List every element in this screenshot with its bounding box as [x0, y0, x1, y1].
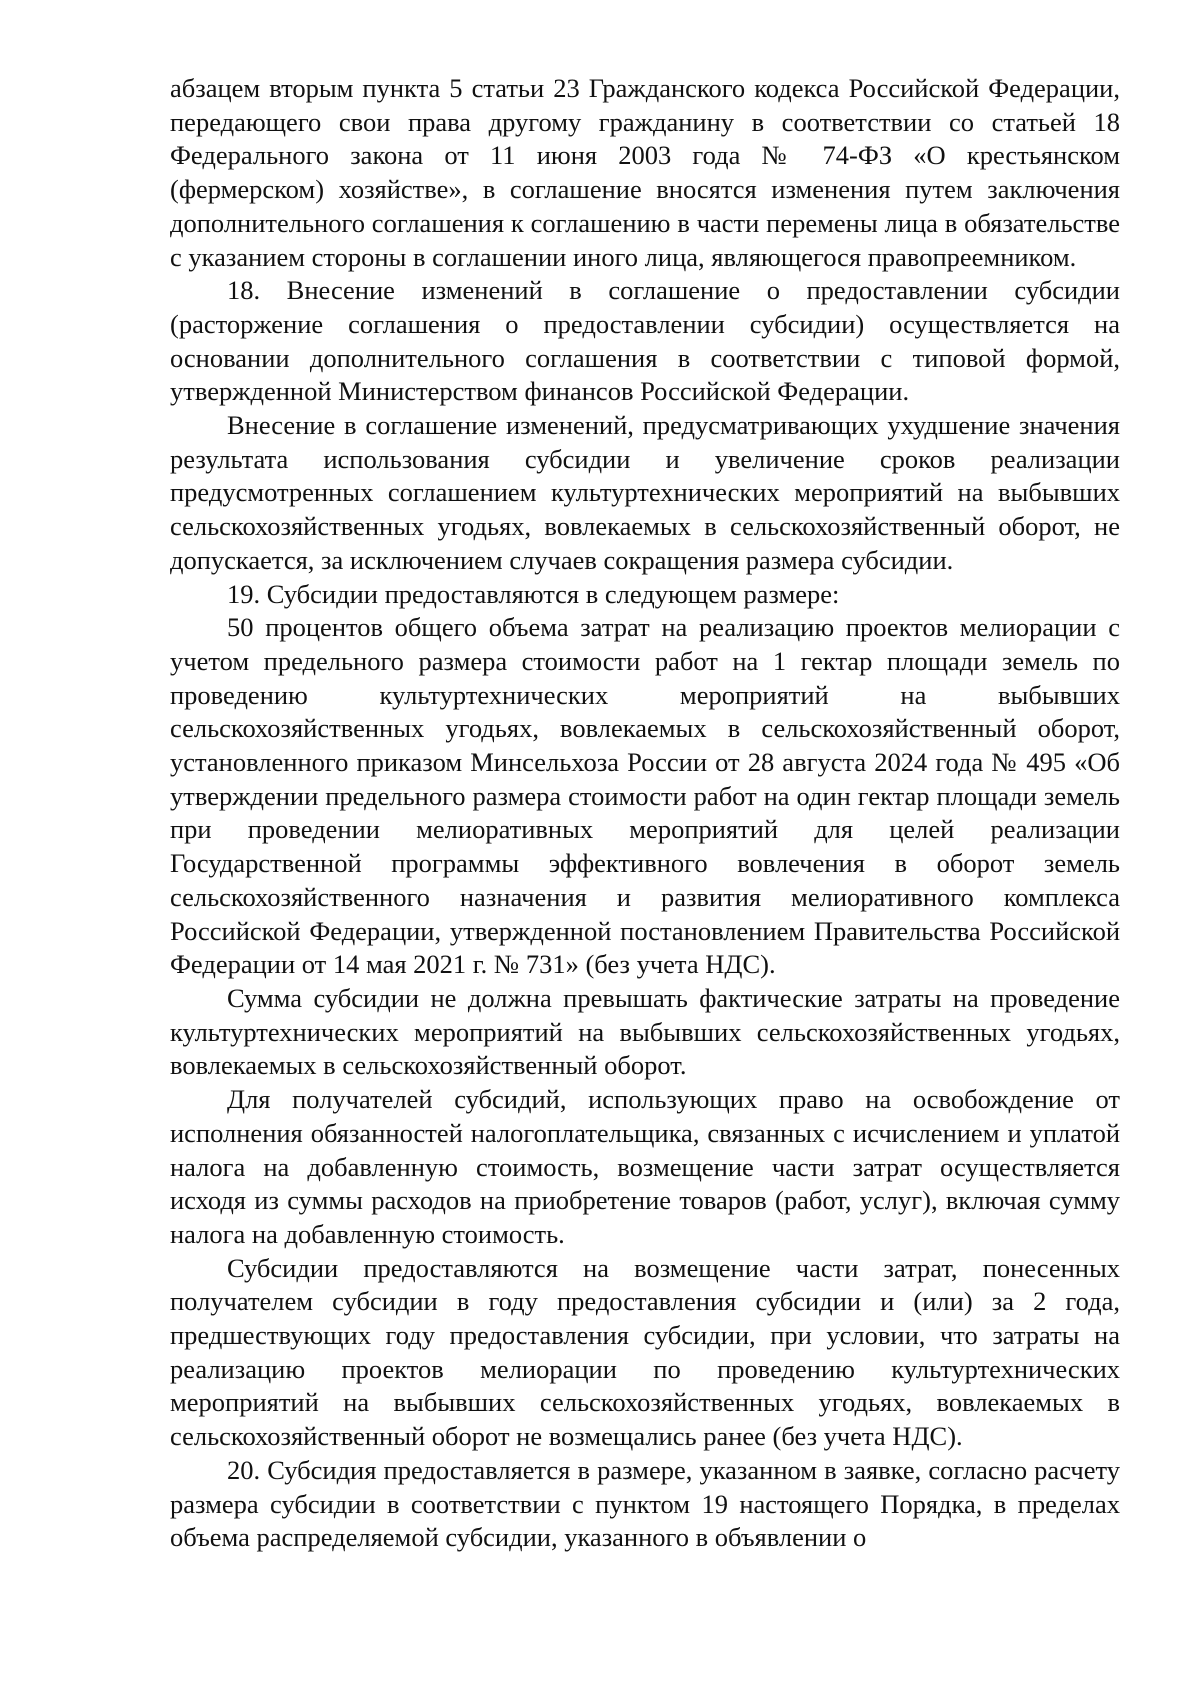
paragraph-reimbursement-period: Субсидии предоставляются на возмещение части затрат, понесенных получателем субсидии в году предоставления субсидии и (или) за 2 года, предшествующих году предоставления субсидии, при условии, что затраты на реализацию проектов мелиорации по проведению культуртехнических мероприятий на выбывших сельскохозяйственных угодьях, вовлекаемых в сельскохозяйственный оборот не возмещались ранее (без учета НДС). [170, 1252, 1120, 1452]
paragraph-subsidy-percentage: 50 процентов общего объема затрат на реализацию проектов мелиорации с учетом предельного размера стоимости работ на 1 гектар площади земель по проведению культуртехнических мероприятий на выбывших сельскохозяйственных угодьях, вовлекаемых в сельскохозяйственный оборот, установленного приказом Минсельхоза России от 28 августа 2024 года № 495 «Об утверждении предельного размера стоимости работ на один гектар площади земель при проведении мелиоративных мероприятий для целей реализации Государственной программы эффективного вовлечения в оборот земель сельскохозяйственного назначения и развития мелиоративного комплекса Российской Федерации, утвержденной постановлением Правительства Российской Федерации от 14 мая 2021 г. № 731» (без учета НДС). [170, 612, 1120, 980]
paragraph-item-20: 20. Субсидия предоставляется в размере, указанном в заявке, согласно расчету размера субсидии в соответствии с пунктом 19 настоящего Порядка, в пределах объема распределяемой субсидии, указанного в объявлении о [170, 1454, 1120, 1553]
paragraph-amendment-restrictions: Внесение в соглашение изменений, предусматривающих ухудшение значения результата использования субсидии и увеличение сроков реализации предусмотренных соглашением культуртехнических мероприятий на выбывших сельскохозяйственных угодьях, вовлекаемых в сельскохозяйственный оборот, не допускается, за исключением случаев сокращения размера субсидии. [170, 410, 1120, 575]
paragraph-continuation: абзацем вторым пункта 5 статьи 23 Гражданского кодекса Российской Федерации, передающего свои права другому гражданину в соответствии со статьей 18 Федерального закона от 11 июня 2003 года № 74-ФЗ «О крестьянском (фермерском) хозяйстве», в соглашение вносятся изменения путем заключения дополнительного соглашения к соглашению в части перемены лица в обязательстве с указанием стороны в соглашении иного лица, являющегося правопреемником. [170, 73, 1120, 272]
document-page [170, 72, 1120, 1555]
paragraph-item-19: 19. Субсидии предоставляются в следующем размере: [227, 578, 840, 609]
paragraph-item-18: 18. Внесение изменений в соглашение о предоставлении субсидии (расторжение соглашения о предоставлении субсидии) осуществляется на основании дополнительного соглашения в соответствии с типовой формой, утвержденной Министерством финансов Российской Федерации. [170, 275, 1120, 407]
paragraph-subsidy-limit: Сумма субсидии не должна превышать фактические затраты на проведение культуртехнических мероприятий на выбывших сельскохозяйственных угодьях, вовлекаемых в сельскохозяйственный оборот. [170, 982, 1120, 1081]
paragraph-vat-exemption: Для получателей субсидий, использующих право на освобождение от исполнения обязанностей налогоплательщика, связанных с исчислением и уплатой налога на добавленную стоимость, возмещение части затрат осуществляется исходя из суммы расходов на приобретение товаров (работ, услуг), включая сумму налога на добавленную стоимость. [170, 1084, 1120, 1249]
